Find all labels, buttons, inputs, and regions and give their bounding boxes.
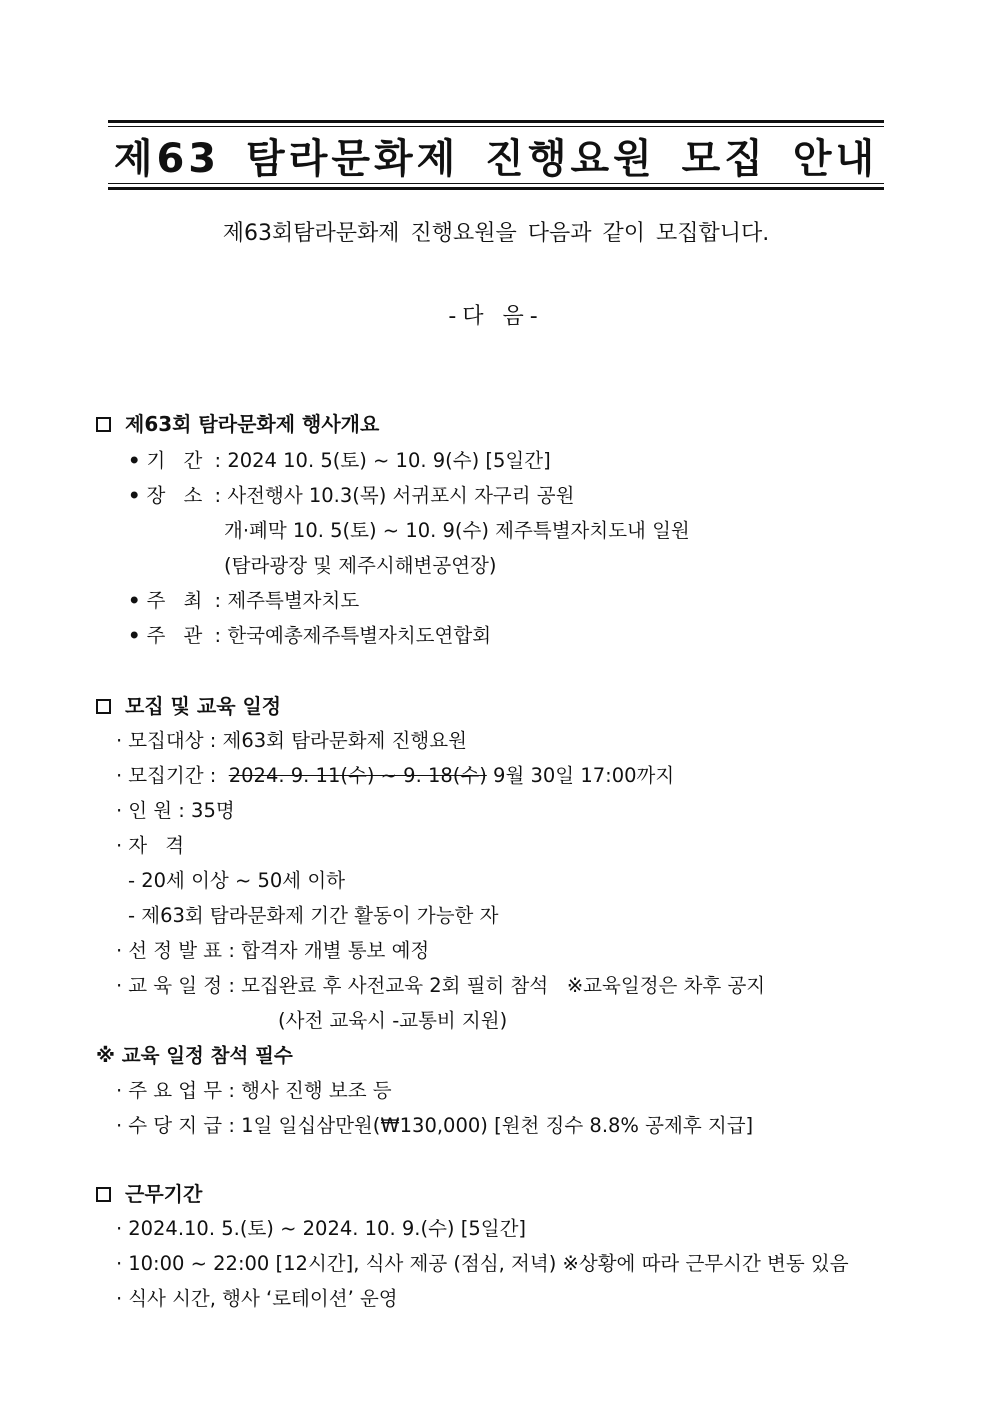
section1-heading-text: 제63회 탐라문화제 행사개요 [125,412,380,436]
middle-dot-icon: · [116,799,123,822]
recruit-target-text: 모집대상 : 제63회 탐라문화제 진행요원 [128,729,467,752]
recruit-period-label: 모집기간 : [128,764,217,787]
period-value: : 2024 10. 5(토) ~ 10. 9(수) [5일간] [214,449,551,472]
education-schedule [116,972,765,1000]
middle-dot-icon: · [116,764,123,787]
organizer-label: 주 관 [146,624,209,647]
meal-rotation [116,1285,398,1313]
education-notice: ※ 교육 일정 참석 필수 [96,1044,293,1067]
intro-text: 제63회탐라문화제 진행요원을 다음과 같이 모집합니다. [222,221,770,246]
section1-heading [96,410,379,438]
section3-heading-text: 근무기간 [125,1182,203,1206]
allowance [116,1112,753,1140]
checkbox-square-icon [96,699,111,714]
title-rule-bottom [108,187,884,190]
checkbox-square-icon [96,1187,111,1202]
work-period-text: 2024.10. 5.(토) ~ 2024. 10. 9.(수) [5일간] [128,1217,527,1240]
overview-organizer [128,622,491,650]
overview-host [128,587,359,615]
recruit-qualification [116,832,190,860]
qualification-availability: - 제63회 탐라문화제 기간 활동이 가능한 자 [128,904,499,927]
recruit-period-old: 2024. 9. 11(수) ~ 9. 18(수) [228,764,487,787]
bullet-dot-icon: • [128,449,141,472]
middle-dot-icon: · [116,1079,123,1102]
education-schedule-note: ※교육일정은 차후 공지 [566,974,766,997]
bullet-dot-icon: • [128,624,141,647]
recruit-period-new: 9월 30일 17:00까지 [493,764,675,787]
middle-dot-icon: · [116,1252,123,1275]
main-duties-text: 주 요 업 무 : 행사 진행 보조 등 [128,1079,392,1102]
education-transport: (사전 교육시 -교통비 지원) [278,1009,508,1032]
recruit-target [116,727,467,755]
education-schedule-text: 교 육 일 정 : 모집완료 후 사전교육 2회 필히 참석 [128,974,549,997]
section2-heading [96,692,281,720]
work-period [116,1215,526,1243]
page-title: 제63 탐라문화제 진행요원 모집 안내 [113,135,879,182]
overview-place-line2: 개·폐막 10. 5(토) ~ 10. 9(수) 제주특별자치도내 일원 [224,519,690,542]
middle-dot-icon: · [116,974,123,997]
overview-period [128,447,551,475]
title-rule-bottom-thin [108,183,884,184]
selection-announcement [116,937,429,965]
host-value: : 제주특별자치도 [214,589,360,612]
section-marker-da-eum: -다 음- [448,304,544,329]
overview-place [128,482,574,510]
middle-dot-icon: · [116,1114,123,1137]
meal-rotation-text: 식사 시간, 행사 ‘로테이션’ 운영 [128,1287,398,1310]
middle-dot-icon: · [116,834,123,857]
main-duties [116,1077,392,1105]
checkbox-square-icon [96,417,111,432]
place-label: 장 소 [146,484,209,507]
bullet-dot-icon: • [128,589,141,612]
host-label: 주 최 [146,589,209,612]
bullet-dot-icon: • [128,484,141,507]
selection-announcement-text: 선 정 발 표 : 합격자 개별 통보 예정 [128,939,430,962]
middle-dot-icon: · [116,729,123,752]
work-hours-text: 10:00 ~ 22:00 [12시간], 식사 제공 (점심, 저녁) ※상황에 따라 근무시간 변동 있음 [128,1252,849,1275]
section2-heading-text: 모집 및 교육 일정 [125,694,282,718]
recruit-period [116,762,674,790]
organizer-value: : 한국예총제주특별자치도연합회 [214,624,492,647]
title-rule-top [108,120,884,123]
work-hours [116,1250,849,1278]
middle-dot-icon: · [116,1287,123,1310]
allowance-text: 수 당 지 급 : 1일 일십삼만원(₩130,000) [원천 징수 8.8% 공제후 지급] [128,1114,754,1137]
period-label: 기 간 [146,449,209,472]
qualification-age: - 20세 이상 ~ 50세 이하 [128,869,346,892]
title-box [108,120,884,190]
place-value: : 사전행사 10.3(목) 서귀포시 자구리 공원 [214,484,575,507]
recruit-people [116,797,235,825]
middle-dot-icon: · [116,939,123,962]
overview-place-line3: (탐라광장 및 제주시해변공연장) [224,554,497,577]
recruit-people-text: 인 원 : 35명 [128,799,235,822]
middle-dot-icon: · [116,1217,123,1240]
section3-heading [96,1180,202,1208]
qualification-label: 자 격 [128,834,191,857]
